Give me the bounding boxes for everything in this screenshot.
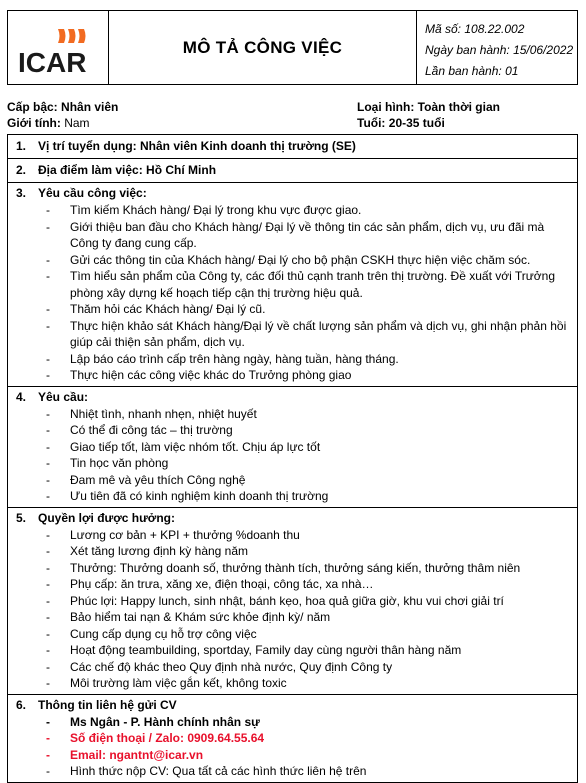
list-item: - Đam mê và yêu thích Công nghệ [46, 472, 571, 489]
document-title: MÔ TẢ CÔNG VIỆC [182, 37, 343, 57]
list-item: - Hoạt động teambuilding, sportday, Family day cùng người thân hàng năm [46, 642, 571, 659]
gender-value: Nam [64, 116, 90, 130]
list-item: - Gửi các thông tin của Khách hàng/ Đại lý cho bộ phận CSKH thực hiện việc chăm sóc. [46, 252, 571, 269]
section-title [16, 389, 571, 406]
section-heading: Địa điểm làm việc: Hồ Chí Minh [38, 163, 217, 177]
section-number: 1. [16, 139, 27, 153]
employment-type-info: Loại hình: Toàn thời gian [357, 100, 500, 114]
employment-type-value: Toàn thời gian [417, 100, 500, 114]
list-item: - Tìm kiếm Khách hàng/ Đại lý trong khu vực được giao. [46, 202, 571, 219]
list-item: - Thực hiện các công việc khác do Trưởng phòng giao [46, 367, 571, 384]
section-2 [7, 158, 578, 182]
list-item: - Lương cơ bản + KPI + thưởng %doanh thu [46, 527, 571, 544]
section-title [16, 185, 571, 202]
list-item: - Thực hiện khảo sát Khách hàng/Đại lý về chất lượng sản phẩm và dịch vụ, ghi nhận phản hồi giúp cải thiện sản phẩm, dịch vụ. [46, 318, 571, 351]
section-6 [7, 694, 578, 783]
list-item: - Môi trường làm việc gắn kết, không toxic [46, 675, 571, 692]
section-3 [7, 182, 578, 386]
document-code: Mã số: 108.22.002 [425, 22, 525, 36]
list-item: - Cung cấp dụng cụ hỗ trợ công việc [46, 626, 571, 643]
section-number: 3. [16, 186, 27, 200]
icar-logo [18, 25, 100, 75]
section-number: 5. [16, 510, 27, 525]
list-item: - Tin học văn phòng [46, 455, 571, 472]
list-item: - Thăm hỏi các Khách hàng/ Đại lý cũ. [46, 301, 571, 318]
list-item: - Phụ cấp: ăn trưa, xăng xe, điện thoại, công tác, xa nhà… [46, 576, 571, 593]
age-value: 20-35 tuổi [388, 116, 445, 130]
list-item: - Giao tiếp tốt, làm việc nhóm tốt. Chịu áp lực tốt [46, 439, 571, 456]
list-item: - Giới thiệu ban đầu cho Khách hàng/ Đại lý về thông tin các sản phẩm, dịch vụ, ưu đãi mà Công ty đang cung cấp. [46, 219, 571, 252]
list-item: - Phúc lợi: Happy lunch, sinh nhật, bánh kẹo, hoa quả giữa giờ, khu vui chơi giải trí [46, 593, 571, 610]
section-1 [7, 134, 578, 158]
contact-phone: - Số điện thoại / Zalo: 0909.64.55.64 [46, 730, 571, 747]
contact-email[interactable]: - Email: ngantnt@icar.vn [46, 747, 571, 764]
section-heading: Quyền lợi được hưởng: [38, 510, 175, 525]
section-title [16, 510, 571, 527]
title-cell [109, 11, 417, 84]
section-4 [7, 386, 578, 507]
list-item: - Nhiệt tình, nhanh nhẹn, nhiệt huyết [46, 406, 571, 423]
level-info: Cấp bậc: Nhân viên [7, 100, 119, 114]
svg-text:ICAR: ICAR [18, 47, 87, 75]
list-item: - Tìm hiểu sản phẩm của Công ty, các đối thủ cạnh tranh trên thị trường. Đề xuất với Trưởng phòng xây dựng kế hoạch tiếp cận thị trường hiệu quả. [46, 268, 571, 301]
section-heading: Yêu cầu công việc: [38, 186, 147, 200]
gender-info: Giới tính: Nam [7, 116, 90, 130]
job-sections [7, 134, 578, 783]
document-header [7, 10, 578, 85]
section-title [16, 138, 571, 155]
list-item: - Thưởng: Thưởng doanh số, thưởng thành tích, thưởng sáng kiến, thưởng thâm niên [46, 560, 571, 577]
list-item: - Xét tăng lương định kỳ hàng năm [46, 543, 571, 560]
section-title [16, 697, 571, 714]
contact-method: - Hình thức nộp CV: Qua tất cả các hình thức liên hệ trên [46, 763, 571, 780]
section-number: 4. [16, 389, 27, 404]
section-number: 6. [16, 697, 27, 712]
contact-name: - Ms Ngân - P. Hành chính nhân sự [46, 714, 571, 731]
revision-number: Lần ban hành: 01 [425, 64, 519, 78]
section-heading: Vị trí tuyển dụng: Nhân viên Kinh doanh thị trường (SE) [38, 139, 356, 153]
section-heading: Yêu cầu: [38, 389, 89, 404]
list-item: - Lập báo cáo trình cấp trên hàng ngày, hàng tuần, hàng tháng. [46, 351, 571, 368]
level-value: Nhân viên [61, 100, 119, 114]
list-item: - Các chế độ khác theo Quy định nhà nước, Quy định Công ty [46, 659, 571, 676]
section-number: 2. [16, 163, 27, 177]
document-meta [417, 11, 577, 84]
list-item: - Có thể đi công tác – thị trường [46, 422, 571, 439]
issue-date: Ngày ban hành: 15/06/2022 [425, 43, 574, 57]
logo-cell [8, 11, 109, 84]
list-item: - Bảo hiểm tai nạn & Khám sức khỏe định kỳ/ năm [46, 609, 571, 626]
age-info: Tuổi: 20-35 tuổi [357, 116, 445, 130]
section-title [16, 162, 571, 179]
section-heading: Thông tin liên hệ gửi CV [38, 697, 177, 712]
list-item: - Ưu tiên đã có kinh nghiệm kinh doanh thị trường [46, 488, 571, 505]
section-5 [7, 507, 578, 694]
